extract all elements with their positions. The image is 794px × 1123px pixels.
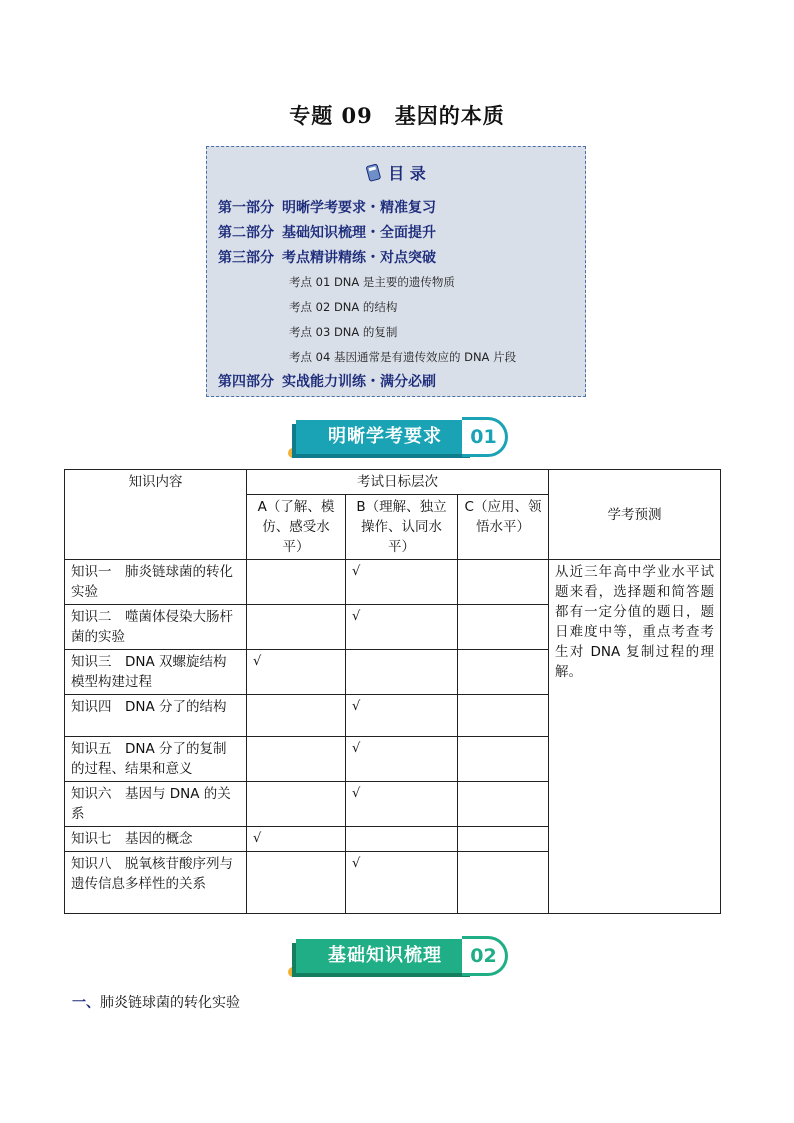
toc-part-2[interactable] (218, 222, 436, 242)
table-cell-a (247, 560, 346, 605)
section-number: 一、 (72, 995, 100, 1011)
table-cell-c (458, 737, 549, 782)
header-content: 知识内容 (65, 470, 247, 560)
toc-heading-text: 目 录 (388, 164, 426, 183)
page-title: 专题 09 基因的本质 (289, 103, 505, 128)
toc-part-3[interactable] (218, 247, 436, 267)
table-cell-a (247, 695, 346, 737)
section-heading (72, 992, 240, 1012)
toc-part-label: 第一部分 (218, 200, 274, 216)
toc-part-text: 实战能力训练・满分必刷 (282, 374, 436, 390)
table-cell-knowledge: 知识五 DNA 分了的复制的过程、结果和意义 (65, 737, 247, 782)
table-cell-knowledge: 知识三 DNA 双螺旋结构模型构建过程 (65, 650, 247, 695)
table-cell-predict: 从近三年高中学业水平试题来看，选择题和简答题都有一定分值的题日，题日难度中等，重点考查考生对 DNA 复制过程的理解。 (549, 560, 721, 914)
table-cell-a (247, 605, 346, 650)
toc-sub-1[interactable]: 考点 01 DNA 是主要的遗传物质 (289, 275, 455, 289)
table-cell-b: √ (346, 560, 458, 605)
toc-part-text: 明晰学考要求・精准复习 (282, 200, 436, 216)
header-level: 考试日标层次 (247, 470, 549, 495)
toc-sub-4[interactable]: 考点 04 基因通常是有遗传效应的 DNA 片段 (289, 350, 517, 364)
table-cell-knowledge: 知识一 肺炎链球菌的转化实验 (65, 560, 247, 605)
banner-title: 基础知识梳理 (296, 939, 474, 973)
table-cell-a (247, 782, 346, 827)
table-cell-a (247, 852, 346, 914)
table-cell-knowledge: 知识二 噬菌体侵染大肠杆菌的实验 (65, 605, 247, 650)
table-cell-c (458, 695, 549, 737)
table-cell-c (458, 605, 549, 650)
requirements-table (64, 469, 721, 914)
table-cell-a: √ (247, 650, 346, 695)
table-cell-knowledge: 知识八 脱氧核苷酸序列与遗传信息多样性的关系 (65, 852, 247, 914)
table-cell-c (458, 650, 549, 695)
toc-sub-2[interactable]: 考点 02 DNA 的结构 (289, 300, 398, 314)
header-b: B（理解、独立操作、认同水平） (346, 495, 458, 560)
book-icon (366, 164, 382, 182)
header-c: C（应用、领悟水平） (458, 495, 549, 560)
toc-heading (207, 161, 585, 184)
table-cell-knowledge: 知识六 基因与 DNA 的关系 (65, 782, 247, 827)
table-cell-knowledge: 知识四 DNA 分了的结构 (65, 695, 247, 737)
table-cell-b (346, 650, 458, 695)
table-cell-c (458, 852, 549, 914)
section-banner-1 (290, 417, 510, 457)
toc-part-label: 第四部分 (218, 374, 274, 390)
banner-title: 明晰学考要求 (296, 420, 474, 454)
table-of-contents (206, 146, 586, 397)
banner-number: 02 (462, 936, 508, 976)
header-predict: 学考预测 (549, 470, 721, 560)
table-cell-b: √ (346, 605, 458, 650)
table-cell-c (458, 827, 549, 852)
toc-part-4[interactable] (218, 371, 436, 391)
toc-part-label: 第二部分 (218, 225, 274, 241)
table-cell-c (458, 560, 549, 605)
table-cell-c (458, 782, 549, 827)
toc-part-text: 考点精讲精练・对点突破 (282, 250, 436, 266)
toc-part-text: 基础知识梳理・全面提升 (282, 225, 436, 241)
table-cell-b: √ (346, 737, 458, 782)
toc-sub-3[interactable]: 考点 03 DNA 的复制 (289, 325, 398, 339)
table-cell-b (346, 827, 458, 852)
section-text: 肺炎链球菌的转化实验 (100, 995, 240, 1011)
table-cell-a (247, 737, 346, 782)
table-cell-b: √ (346, 852, 458, 914)
toc-part-label: 第三部分 (218, 250, 274, 266)
header-a: A（了解、模仿、感受水平） (247, 495, 346, 560)
banner-number: 01 (462, 417, 508, 457)
table-cell-b: √ (346, 782, 458, 827)
table-cell-b: √ (346, 695, 458, 737)
section-banner-2 (290, 936, 510, 976)
table-cell-knowledge: 知识七 基因的概念 (65, 827, 247, 852)
toc-part-1[interactable] (218, 197, 436, 217)
table-cell-a: √ (247, 827, 346, 852)
